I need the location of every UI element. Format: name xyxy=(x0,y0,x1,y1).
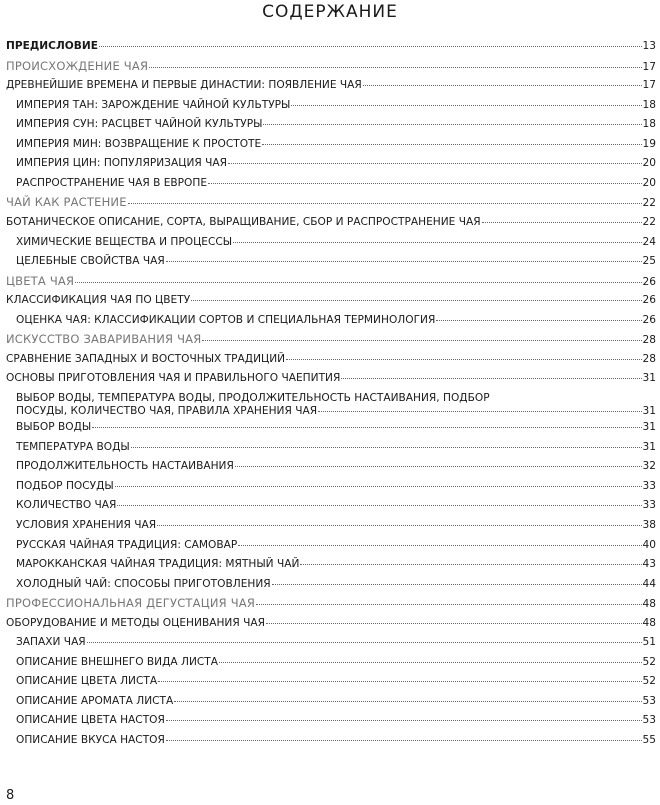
toc-leader-dots xyxy=(166,261,642,262)
toc-leader-dots xyxy=(262,144,641,145)
toc-entry-label: ИМПЕРИЯ МИН: ВОЗВРАЩЕНИЕ К ПРОСТОТЕ xyxy=(16,137,262,150)
toc-entry-page: 28 xyxy=(642,352,656,365)
toc-entry-label: ЗАПАХИ ЧАЯ xyxy=(16,636,86,649)
toc-entry xyxy=(16,675,656,688)
toc-leader-dots xyxy=(157,525,641,526)
toc-entry-page: 28 xyxy=(642,334,656,347)
toc-entry-page: 13 xyxy=(642,40,656,52)
toc-leader-dots xyxy=(115,486,642,487)
toc-entry xyxy=(6,372,656,385)
toc-entry-page: 22 xyxy=(642,215,656,228)
toc-entry-label: ОПИСАНИЕ ВКУСА НАСТОЯ xyxy=(16,734,165,747)
toc-entry xyxy=(16,519,656,532)
toc-entry xyxy=(6,597,656,611)
toc-entry-label: ХОЛОДНЫЙ ЧАЙ: СПОСОБЫ ПРИГОТОВЛЕНИЯ xyxy=(16,577,271,590)
toc-entry-page: 31 xyxy=(642,404,656,417)
toc-leader-dots xyxy=(238,545,641,546)
toc-entry xyxy=(6,60,656,74)
page-number: 8 xyxy=(6,788,15,803)
toc-entry-label: ПРОФЕССИОНАЛЬНАЯ ДЕГУСТАЦИЯ ЧАЯ xyxy=(6,596,256,611)
toc-entry xyxy=(16,695,656,708)
toc-entry-page: 20 xyxy=(642,176,656,189)
toc-entry-page: 22 xyxy=(642,197,656,210)
toc-entry xyxy=(6,333,656,347)
toc-entry xyxy=(16,421,656,434)
toc-entry-page: 19 xyxy=(642,137,656,150)
toc-leader-dots xyxy=(256,604,641,605)
toc-entry-page: 43 xyxy=(642,558,656,571)
toc-leader-dots xyxy=(92,427,641,428)
toc-leader-dots xyxy=(291,105,641,106)
toc-leader-dots xyxy=(128,203,642,204)
toc-entry xyxy=(6,40,656,53)
toc-entry-label: МАРОККАНСКАЯ ЧАЙНАЯ ТРАДИЦИЯ: МЯТНЫЙ ЧАЙ xyxy=(16,558,300,571)
toc-leader-dots xyxy=(263,124,641,125)
toc-entry-label: ОПИСАНИЕ ВНЕШНЕГО ВИДА ЛИСТА xyxy=(16,655,218,668)
toc-entry-label: ВЫБОР ВОДЫ, ТЕМПЕРАТУРА ВОДЫ, ПРОДОЛЖИТЕЛЬНОСТЬ НАСТАИВАНИЯ, ПОДБОР xyxy=(16,391,490,404)
toc-entry-label: ОПИСАНИЕ ЦВЕТА НАСТОЯ xyxy=(16,714,165,727)
toc-entry xyxy=(6,79,656,92)
toc-entry xyxy=(6,275,656,289)
toc-leader-dots xyxy=(219,662,642,663)
toc-entry-label: ОЦЕНКА ЧАЯ: КЛАССИФИКАЦИИ СОРТОВ И СПЕЦИАЛЬНАЯ ТЕРМИНОЛОГИЯ xyxy=(16,313,436,326)
toc-entry-label: УСЛОВИЯ ХРАНЕНИЯ ЧАЯ xyxy=(16,518,157,531)
toc-entry-page: 48 xyxy=(642,598,656,611)
toc-entry xyxy=(6,617,656,630)
toc-leader-dots xyxy=(235,466,642,467)
toc-entry-label: ПОСУДЫ, КОЛИЧЕСТВО ЧАЯ, ПРАВИЛА ХРАНЕНИЯ ЧАЯ xyxy=(16,404,318,417)
toc-leader-dots xyxy=(117,505,641,506)
toc-entry-label: ОБОРУДОВАНИЕ И МЕТОДЫ ОЦЕНИВАНИЯ ЧАЯ xyxy=(6,616,265,629)
toc-leader-dots xyxy=(318,411,641,412)
toc-entry-label: ПРЕДИСЛОВИЕ xyxy=(6,40,98,52)
toc-leader-dots xyxy=(99,46,642,47)
toc-entry-page: 26 xyxy=(642,313,656,326)
toc-entry xyxy=(16,578,656,591)
toc-entry-label: ОПИСАНИЕ ЦВЕТА ЛИСТА xyxy=(16,675,158,688)
toc-entry-label: ЧАЙ КАК РАСТЕНИЕ xyxy=(6,195,127,210)
toc-entry xyxy=(16,236,656,249)
toc-leader-dots xyxy=(87,642,642,643)
toc-leader-dots xyxy=(228,163,642,164)
toc-entry xyxy=(16,441,656,454)
toc-entry xyxy=(16,157,656,170)
toc-leader-dots xyxy=(166,720,642,721)
toc-entry-label: РАСПРОСТРАНЕНИЕ ЧАЯ В ЕВРОПЕ xyxy=(16,176,208,189)
toc-leader-dots xyxy=(174,701,641,702)
toc-leader-dots xyxy=(75,282,641,283)
toc-entry-page: 55 xyxy=(642,734,656,747)
toc-entry-page: 31 xyxy=(642,440,656,453)
toc-entry-label: КОЛИЧЕСТВО ЧАЯ xyxy=(16,499,117,512)
toc-entry xyxy=(16,558,656,571)
toc-entry xyxy=(16,539,656,552)
toc-entry xyxy=(6,353,656,366)
toc-entry-label: ПРОИСХОЖДЕНИЕ ЧАЯ xyxy=(6,58,149,73)
toc-entry-page: 52 xyxy=(642,675,656,688)
toc-entry-page: 17 xyxy=(642,60,656,73)
toc-entry-page: 40 xyxy=(642,538,656,551)
toc-leader-dots xyxy=(286,359,641,360)
toc-entry xyxy=(16,460,656,473)
page-title: СОДЕРЖАНИЕ xyxy=(262,2,398,22)
toc-entry-label: ВЫБОР ВОДЫ xyxy=(16,421,92,434)
toc-entry-label: ОСНОВЫ ПРИГОТОВЛЕНИЯ ЧАЯ И ПРАВИЛЬНОГО ЧАЕПИТИЯ xyxy=(6,372,341,385)
toc-leader-dots xyxy=(131,447,642,448)
toc-entry-page: 24 xyxy=(642,235,656,248)
toc-leader-dots xyxy=(436,320,641,321)
toc-entry xyxy=(16,480,656,493)
toc-entry-page: 31 xyxy=(642,372,656,385)
toc-entry xyxy=(6,294,656,307)
toc-entry-label: ИСКУССТВО ЗАВАРИВАНИЯ ЧАЯ xyxy=(6,332,202,347)
toc-entry-page: 25 xyxy=(642,255,656,268)
toc-entry-label: БОТАНИЧЕСКОЕ ОПИСАНИЕ, СОРТА, ВЫРАЩИВАНИЕ, СБОР И РАСПРОСТРАНЕНИЕ ЧАЯ xyxy=(6,215,481,228)
toc-entry-page: 51 xyxy=(642,636,656,649)
toc-entry-page: 44 xyxy=(642,577,656,590)
toc-entry xyxy=(6,216,656,229)
toc-entry xyxy=(16,118,656,131)
toc-entry-page: 18 xyxy=(642,98,656,111)
toc-entry xyxy=(16,392,656,418)
toc-entry xyxy=(16,177,656,190)
toc-entry-label: ПОДБОР ПОСУДЫ xyxy=(16,479,114,492)
toc-entry xyxy=(16,734,656,747)
toc-leader-dots xyxy=(300,564,641,565)
toc-leader-dots xyxy=(158,681,641,682)
toc-entry-page: 52 xyxy=(642,655,656,668)
toc-entry-page: 17 xyxy=(642,79,656,92)
toc-entry xyxy=(16,138,656,151)
toc-entry-page: 26 xyxy=(642,275,656,288)
toc-entry xyxy=(16,636,656,649)
toc-leader-dots xyxy=(266,623,642,624)
toc-leader-dots xyxy=(166,740,642,741)
toc-leader-dots xyxy=(272,584,642,585)
toc-entry-label: ОПИСАНИЕ АРОМАТА ЛИСТА xyxy=(16,694,174,707)
toc-leader-dots xyxy=(191,300,641,301)
toc-leader-dots xyxy=(149,67,641,68)
toc-entry xyxy=(6,196,656,210)
toc-entry-label: ИМПЕРИЯ СУН: РАСЦВЕТ ЧАЙНОЙ КУЛЬТУРЫ xyxy=(16,118,263,131)
toc-entry-page: 53 xyxy=(642,714,656,727)
toc-entry xyxy=(16,656,656,669)
toc-entry-page: 18 xyxy=(642,118,656,131)
toc-entry-label: ТЕМПЕРАТУРА ВОДЫ xyxy=(16,440,130,453)
toc-entry-label: ЦЕЛЕБНЫЕ СВОЙСТВА ЧАЯ xyxy=(16,255,165,268)
toc-entry-page: 20 xyxy=(642,157,656,170)
toc-leader-dots xyxy=(208,183,641,184)
toc-entry xyxy=(16,314,656,327)
toc-leader-dots xyxy=(482,222,642,223)
toc-leader-dots xyxy=(341,378,641,379)
toc-entry-page: 48 xyxy=(642,616,656,629)
toc-entry-label: ХИМИЧЕСКИЕ ВЕЩЕСТВА И ПРОЦЕССЫ xyxy=(16,235,233,248)
toc-entry-page: 32 xyxy=(642,460,656,473)
toc-leader-dots xyxy=(202,340,641,341)
toc-entry-label: КЛАССИФИКАЦИЯ ЧАЯ ПО ЦВЕТУ xyxy=(6,294,191,307)
toc-entry-label: ИМПЕРИЯ ТАН: ЗАРОЖДЕНИЕ ЧАЙНОЙ КУЛЬТУРЫ xyxy=(16,98,291,111)
toc-leader-dots xyxy=(363,85,642,86)
toc-entry-continuation xyxy=(16,405,656,418)
toc-entry xyxy=(16,714,656,727)
toc-entry-label: ДРЕВНЕЙШИЕ ВРЕМЕНА И ПЕРВЫЕ ДИНАСТИИ: ПОЯВЛЕНИЕ ЧАЯ xyxy=(6,79,362,92)
toc-entry-page: 38 xyxy=(642,518,656,531)
toc-entry-label: СРАВНЕНИЕ ЗАПАДНЫХ И ВОСТОЧНЫХ ТРАДИЦИЙ xyxy=(6,352,286,365)
toc-entry xyxy=(16,99,656,112)
toc-entry-page: 53 xyxy=(642,694,656,707)
toc-entry-label: ПРОДОЛЖИТЕЛЬНОСТЬ НАСТАИВАНИЯ xyxy=(16,460,234,473)
toc-entry-page: 31 xyxy=(642,421,656,434)
toc-entry-page: 26 xyxy=(642,294,656,307)
toc-entry-label: ИМПЕРИЯ ЦИН: ПОПУЛЯРИЗАЦИЯ ЧАЯ xyxy=(16,157,227,170)
toc-entry-page: 33 xyxy=(642,479,656,492)
toc-entry-label: РУССКАЯ ЧАЙНАЯ ТРАДИЦИЯ: САМОВАР xyxy=(16,538,238,551)
toc-entry xyxy=(16,499,656,512)
toc-entry-page: 33 xyxy=(642,499,656,512)
toc-entry-label: ЦВЕТА ЧАЯ xyxy=(6,273,75,288)
toc-entry xyxy=(16,255,656,268)
toc-leader-dots xyxy=(233,242,641,243)
